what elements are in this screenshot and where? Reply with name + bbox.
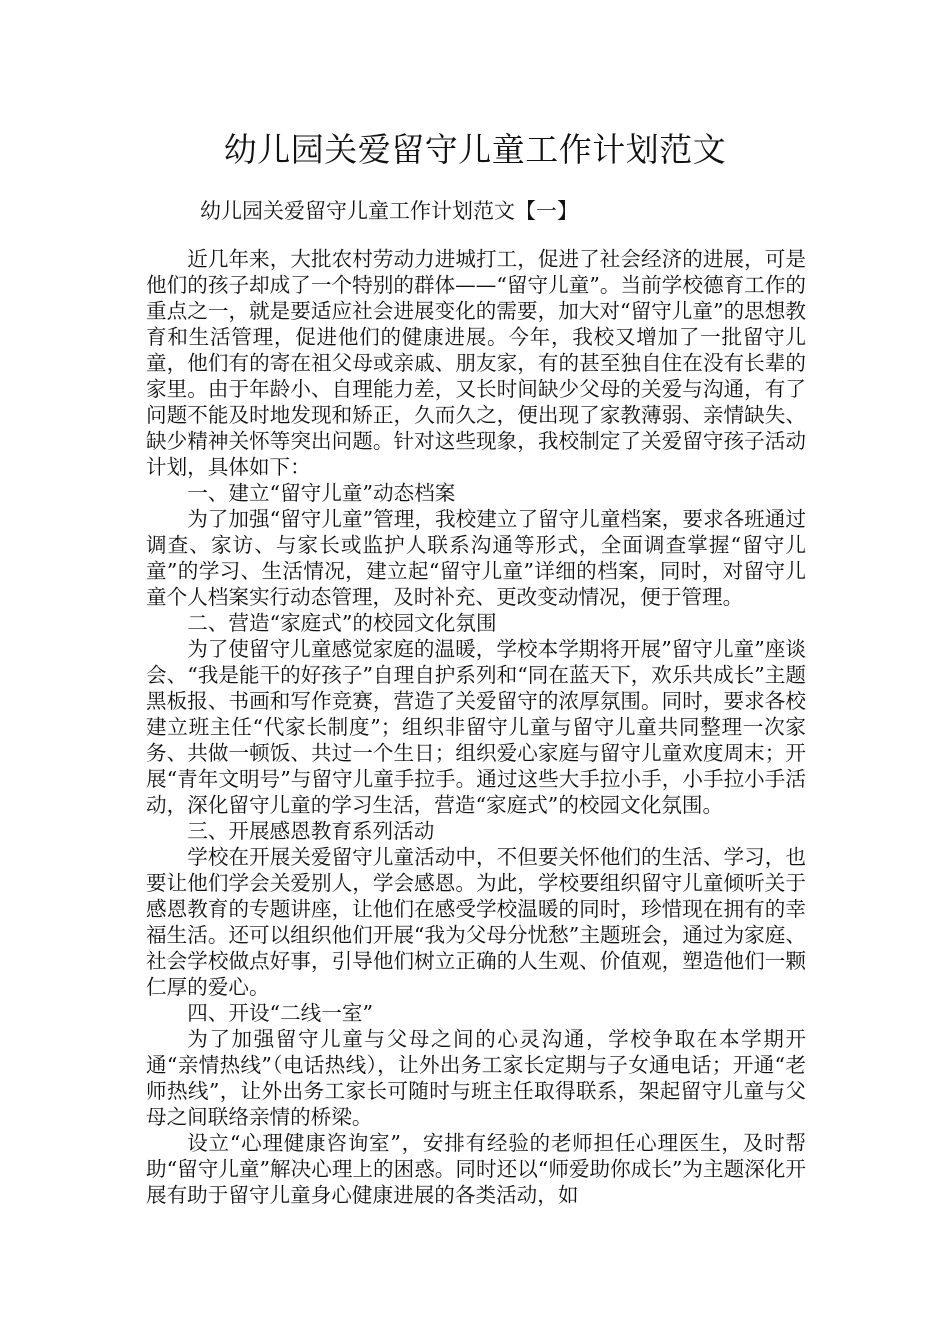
paragraph-section-4a: 为了加强留守儿童与父母之间的心灵沟通，学校争取在本学期开通“亲情热线”（电话热线），让外出务工家长定期与子女通电话；开通“老师热线”，让外出务工家长可随时与班主任取得联系，架起留守儿童与父母之间联络亲情的桥梁。	[146, 1027, 806, 1129]
section-heading-2: 二、营造“家庭式”的校园文化氛围	[187, 611, 497, 635]
section-heading-1: 一、建立“留守儿童”动态档案	[187, 481, 456, 505]
document-title: 幼儿园关爱留守儿童工作计划范文	[223, 130, 727, 169]
section-heading-4: 四、开设“二线一室”	[187, 1001, 373, 1025]
paragraph-section-3: 学校在开展关爱留守儿童活动中，不但要关怀他们的生活、学习，也要让他们学会关爱别人，学会感恩。为此，学校要组织留守儿童倾听关于感恩教育的专题讲座，让他们在感受学校温暖的同时，珍惜现在拥有的幸福生活。还可以组织他们开展“我为父母分忧愁”主题班会，通过为家庭、社会学校做点好事，引导他们树立正确的人生观、价值观，塑造他们一颗仁厚的爱心。	[146, 845, 806, 999]
paragraph-intro: 近几年来，大批农村劳动力进城打工，促进了社会经济的进展，可是他们的孩子却成了一个特别的群体——“留守儿童”。当前学校德育工作的重点之一，就是要适应社会进展变化的需要，加大对“留守儿童”的思想教育和生活管理，促进他们的健康进展。今年，我校又增加了一批留守儿童，他们有的寄在祖父母或亲戚、朋友家，有的甚至独自住在没有长辈的家里。由于年龄小、自理能力差，又长时间缺少父母的关爱与沟通，有了问题不能及时地发现和矫正，久而久之，便出现了家教薄弱、亲情缺失、缺少精神关怀等突出问题。针对这些现象，我校制定了关爱留守孩子活动计划，具体如下：	[146, 247, 806, 479]
paragraph-section-1: 为了加强“留守儿童”管理，我校建立了留守儿童档案，要求各班通过调查、家访、与家长或监护人联系沟通等形式，全面调查掌握“留守儿童”的学习、生活情况，建立起“留守儿童”详细的档案，同时，对留守儿童个人档案实行动态管理，及时补充、更改变动情况，便于管理。	[146, 507, 806, 609]
paragraph-section-2: 为了使留守儿童感觉家庭的温暖，学校本学期将开展”留守儿童”座谈会、“我是能干的好孩子”自理自护系列和“同在蓝天下，欢乐共成长”主题黑板报、书画和写作竞赛，营造了关爱留守的浓厚氛围。同时，要求各校建立班主任“代家长制度”；组织非留守儿童与留守儿童共同整理一次家务、共做一顿饭、共过一个生日；组织爱心家庭与留守儿童欢度周末；开展“青年文明号”与留守儿童手拉手。通过这些大手拉小手，小手拉小手活动，深化留守儿童的学习生活，营造“家庭式”的校园文化氛围。	[146, 637, 806, 817]
section-heading-3: 三、开展感恩教育系列活动	[187, 819, 435, 843]
document-body	[146, 246, 806, 1208]
paragraph-section-4b: 设立“心理健康咨询室”，安排有经验的老师担任心理医生，及时帮助“留守儿童”解决心理上的困惑。同时还以“师爱助你成长”为主题深化开展有助于留守儿童身心健康进展的各类活动，如	[146, 1131, 806, 1207]
document-subtitle: 幼儿园关爱留守儿童工作计划范文【一】	[200, 199, 578, 223]
